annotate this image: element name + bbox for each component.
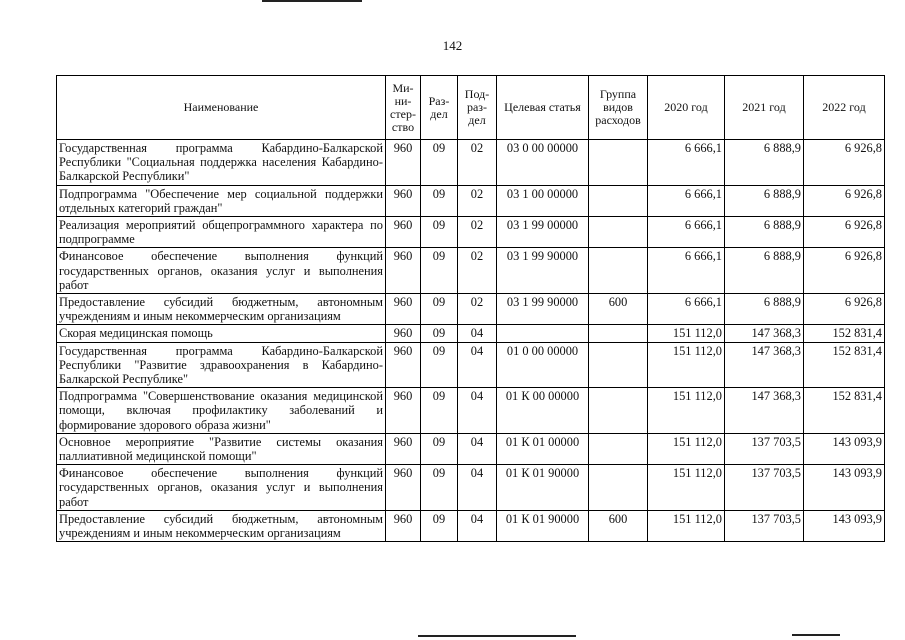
row-amount-2021: 6 888,9 bbox=[725, 217, 804, 248]
row-expense-group bbox=[589, 388, 648, 434]
row-amount-2020: 6 666,1 bbox=[648, 140, 725, 186]
table-row bbox=[57, 140, 885, 186]
table-row bbox=[57, 465, 885, 511]
row-name: Подпрограмма "Обеспечение мер социальной поддержки отдельных категорий граждан" bbox=[57, 185, 386, 216]
row-ministry: 960 bbox=[386, 465, 421, 511]
row-amount-2020: 151 112,0 bbox=[648, 342, 725, 388]
row-amount-2021: 6 888,9 bbox=[725, 294, 804, 325]
row-ministry: 960 bbox=[386, 294, 421, 325]
row-amount-2022: 143 093,9 bbox=[804, 510, 885, 541]
row-section: 09 bbox=[421, 433, 458, 464]
scan-mark-bottom-left bbox=[418, 635, 576, 637]
row-target: 01 К 01 90000 bbox=[497, 465, 589, 511]
row-name: Финансовое обеспечение выполнения функций государственных органов, оказания услуг и выполнения работ bbox=[57, 465, 386, 511]
row-section: 09 bbox=[421, 510, 458, 541]
row-name: Реализация мероприятий общепрограммного характера по подпрограмме bbox=[57, 217, 386, 248]
row-amount-2021: 137 703,5 bbox=[725, 433, 804, 464]
row-ministry: 960 bbox=[386, 510, 421, 541]
row-expense-group: 600 bbox=[589, 294, 648, 325]
row-name: Финансовое обеспечение выполнения функций государственных органов, оказания услуг и выполнения работ bbox=[57, 248, 386, 294]
row-name: Скорая медицинская помощь bbox=[57, 325, 386, 342]
row-amount-2022: 6 926,8 bbox=[804, 248, 885, 294]
header-ministry: Ми-ни-стер-ство bbox=[386, 76, 421, 140]
row-subsection: 04 bbox=[458, 465, 497, 511]
row-amount-2021: 137 703,5 bbox=[725, 510, 804, 541]
row-target: 01 К 00 00000 bbox=[497, 388, 589, 434]
row-subsection: 04 bbox=[458, 342, 497, 388]
row-amount-2022: 6 926,8 bbox=[804, 294, 885, 325]
row-subsection: 04 bbox=[458, 325, 497, 342]
row-section: 09 bbox=[421, 465, 458, 511]
row-subsection: 04 bbox=[458, 510, 497, 541]
row-amount-2020: 151 112,0 bbox=[648, 465, 725, 511]
row-ministry: 960 bbox=[386, 433, 421, 464]
header-target: Целевая статья bbox=[497, 76, 589, 140]
header-row bbox=[57, 76, 885, 140]
row-amount-2022: 6 926,8 bbox=[804, 185, 885, 216]
row-section: 09 bbox=[421, 217, 458, 248]
row-name: Предоставление субсидий бюджетным, автономным учреждениям и иным некоммерческим организациям bbox=[57, 510, 386, 541]
table-row bbox=[57, 294, 885, 325]
row-section: 09 bbox=[421, 342, 458, 388]
row-expense-group bbox=[589, 465, 648, 511]
table-row bbox=[57, 510, 885, 541]
row-ministry: 960 bbox=[386, 388, 421, 434]
table-body bbox=[57, 140, 885, 542]
row-subsection: 02 bbox=[458, 140, 497, 186]
row-ministry: 960 bbox=[386, 217, 421, 248]
row-target: 03 0 00 00000 bbox=[497, 140, 589, 186]
row-ministry: 960 bbox=[386, 248, 421, 294]
row-target: 03 1 99 90000 bbox=[497, 248, 589, 294]
row-subsection: 02 bbox=[458, 185, 497, 216]
row-amount-2020: 151 112,0 bbox=[648, 433, 725, 464]
row-amount-2022: 6 926,8 bbox=[804, 217, 885, 248]
row-amount-2021: 6 888,9 bbox=[725, 140, 804, 186]
row-expense-group bbox=[589, 140, 648, 186]
table-row bbox=[57, 342, 885, 388]
row-amount-2021: 137 703,5 bbox=[725, 465, 804, 511]
table-row bbox=[57, 325, 885, 342]
row-expense-group bbox=[589, 185, 648, 216]
row-amount-2021: 6 888,9 bbox=[725, 185, 804, 216]
row-amount-2020: 151 112,0 bbox=[648, 388, 725, 434]
row-subsection: 04 bbox=[458, 433, 497, 464]
row-subsection: 02 bbox=[458, 217, 497, 248]
row-section: 09 bbox=[421, 294, 458, 325]
table-row bbox=[57, 388, 885, 434]
row-amount-2022: 6 926,8 bbox=[804, 140, 885, 186]
row-subsection: 04 bbox=[458, 388, 497, 434]
row-expense-group bbox=[589, 217, 648, 248]
row-name: Государственная программа Кабардино-Балкарской Республики "Социальная поддержка населения Кабардино-Балкарской Республики" bbox=[57, 140, 386, 186]
row-name: Основное мероприятие "Развитие системы оказания паллиативной медицинской помощи" bbox=[57, 433, 386, 464]
row-amount-2021: 147 368,3 bbox=[725, 342, 804, 388]
header-expense-group: Группа видов расходов bbox=[589, 76, 648, 140]
row-section: 09 bbox=[421, 140, 458, 186]
row-expense-group bbox=[589, 433, 648, 464]
row-amount-2022: 143 093,9 bbox=[804, 465, 885, 511]
header-subsection: Под-раз-дел bbox=[458, 76, 497, 140]
row-subsection: 02 bbox=[458, 294, 497, 325]
row-amount-2022: 143 093,9 bbox=[804, 433, 885, 464]
row-amount-2022: 152 831,4 bbox=[804, 325, 885, 342]
row-target bbox=[497, 325, 589, 342]
scan-mark-bottom-right bbox=[792, 634, 840, 636]
row-section: 09 bbox=[421, 388, 458, 434]
table-row bbox=[57, 433, 885, 464]
row-amount-2020: 151 112,0 bbox=[648, 325, 725, 342]
row-amount-2021: 147 368,3 bbox=[725, 388, 804, 434]
table-row bbox=[57, 185, 885, 216]
page-number: 142 bbox=[442, 38, 463, 53]
header-2020: 2020 год bbox=[648, 76, 725, 140]
row-amount-2020: 6 666,1 bbox=[648, 185, 725, 216]
row-amount-2021: 147 368,3 bbox=[725, 325, 804, 342]
row-amount-2020: 151 112,0 bbox=[648, 510, 725, 541]
header-2022: 2022 год bbox=[804, 76, 885, 140]
row-subsection: 02 bbox=[458, 248, 497, 294]
budget-table bbox=[56, 75, 885, 542]
row-name: Государственная программа Кабардино-Балкарской Республики "Развитие здравоохранения в Кабардино-Балкарской Республике" bbox=[57, 342, 386, 388]
scan-mark-top bbox=[262, 0, 362, 2]
row-target: 03 1 99 90000 bbox=[497, 294, 589, 325]
row-expense-group: 600 bbox=[589, 510, 648, 541]
row-amount-2021: 6 888,9 bbox=[725, 248, 804, 294]
row-amount-2022: 152 831,4 bbox=[804, 388, 885, 434]
row-target: 01 К 01 00000 bbox=[497, 433, 589, 464]
header-2021: 2021 год bbox=[725, 76, 804, 140]
row-ministry: 960 bbox=[386, 140, 421, 186]
row-section: 09 bbox=[421, 248, 458, 294]
table-row bbox=[57, 217, 885, 248]
header-name: Наименование bbox=[57, 76, 386, 140]
row-target: 01 К 01 90000 bbox=[497, 510, 589, 541]
row-name: Предоставление субсидий бюджетным, автономным учреждениям и иным некоммерческим организациям bbox=[57, 294, 386, 325]
row-amount-2020: 6 666,1 bbox=[648, 217, 725, 248]
row-target: 01 0 00 00000 bbox=[497, 342, 589, 388]
row-amount-2020: 6 666,1 bbox=[648, 294, 725, 325]
row-expense-group bbox=[589, 342, 648, 388]
row-amount-2020: 6 666,1 bbox=[648, 248, 725, 294]
row-ministry: 960 bbox=[386, 185, 421, 216]
table-row bbox=[57, 248, 885, 294]
row-ministry: 960 bbox=[386, 342, 421, 388]
row-section: 09 bbox=[421, 325, 458, 342]
row-ministry: 960 bbox=[386, 325, 421, 342]
row-section: 09 bbox=[421, 185, 458, 216]
row-expense-group bbox=[589, 325, 648, 342]
row-target: 03 1 00 00000 bbox=[497, 185, 589, 216]
header-section: Раз-дел bbox=[421, 76, 458, 140]
row-target: 03 1 99 00000 bbox=[497, 217, 589, 248]
row-amount-2022: 152 831,4 bbox=[804, 342, 885, 388]
row-expense-group bbox=[589, 248, 648, 294]
row-name: Подпрограмма "Совершенствование оказания медицинской помощи, включая профилактику заболеваний и формирование здорового образа жизни" bbox=[57, 388, 386, 434]
